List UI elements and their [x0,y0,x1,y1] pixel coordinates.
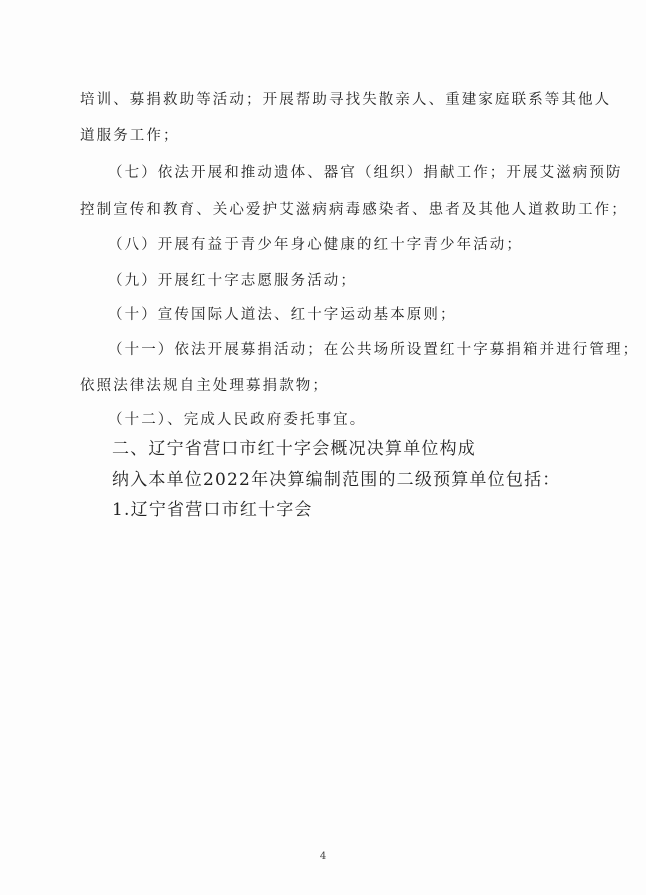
body-line-8: （十一）依法开展募捐活动；在公共场所设置红十字募捐箱并进行管理； [108,342,640,358]
section-intro: 纳入本单位2022年决算编制范围的二级预算单位包括： [112,470,561,490]
body-line-5: （八）开展有益于青少年身心健康的红十字青少年活动； [108,237,523,253]
body-line-2: 道服务工作； [80,128,180,144]
page-number: 4 [319,851,327,862]
unit-item: 1.辽宁省营口市红十字会 [112,500,313,520]
section-heading: 二、辽宁省营口市红十字会概况决算单位构成 [112,439,476,459]
body-line-7: （十）宣传国际人道法、红十字运动基本原则； [108,307,457,323]
body-line-10: （十二）、完成人民政府委托事宜。 [108,412,367,428]
body-line-9: 依照法律法规自主处理募捐款物； [80,378,329,394]
body-line-4: 控制宣传和教育、关心爱护艾滋病病毒感染者、患者及其他人道救助工作； [80,202,628,218]
body-line-1: 培训、募捐救助等活动；开展帮助寻找失散亲人、重建家庭联系等其他人 [80,92,612,108]
body-line-3: （七）依法开展和推动遗体、器官（组织）捐献工作；开展艾滋病预防 [108,165,623,181]
body-line-6: （九）开展红十字志愿服务活动； [108,273,357,289]
